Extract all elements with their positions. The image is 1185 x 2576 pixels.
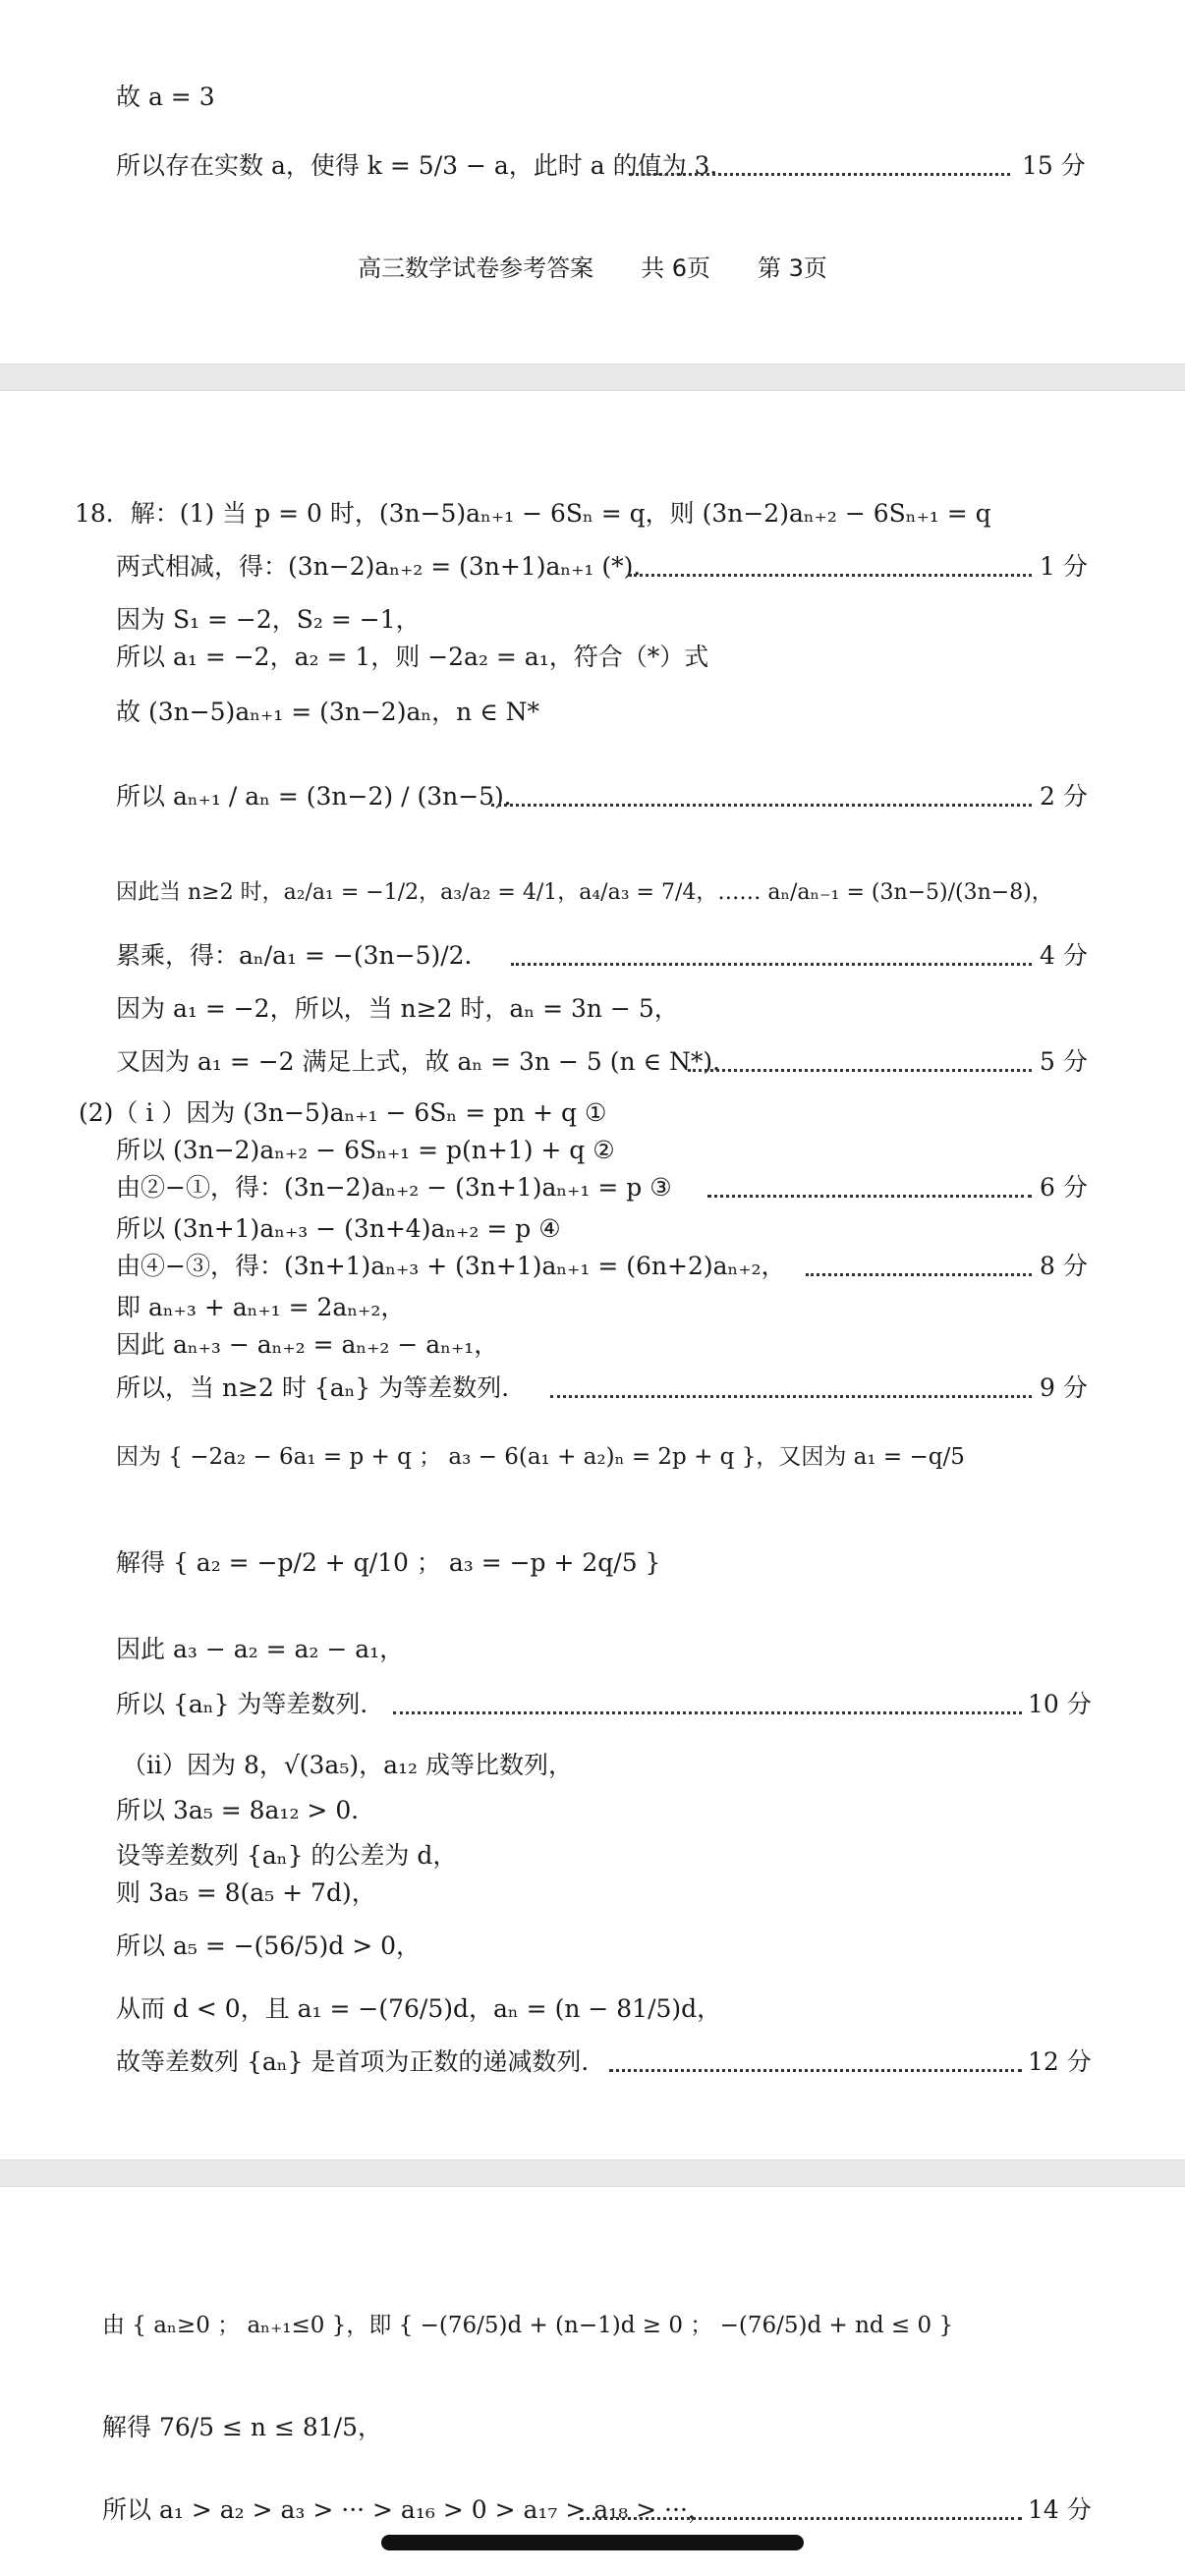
solution-line: 所以 a₅ = −(56/5)d > 0， bbox=[116, 1932, 422, 1960]
score-label: 5 分 bbox=[1040, 1047, 1088, 1076]
solution-line: 所以 (3n−2)aₙ₊₂ − 6Sₙ₊₁ = p(n+1) + q ② bbox=[116, 1136, 615, 1164]
score-label: 10 分 bbox=[1028, 1690, 1092, 1718]
solution-line: 从而 d < 0，且 a₁ = −(76/5)d，aₙ = (n − 81/5)d， bbox=[116, 1994, 722, 2023]
solution-line: 解得 76/5 ≤ n ≤ 81/5， bbox=[102, 2413, 383, 2441]
score-label: 6 分 bbox=[1040, 1173, 1088, 1202]
page-separator bbox=[0, 364, 1185, 391]
score-leader bbox=[629, 574, 1032, 577]
page-separator bbox=[0, 2159, 1185, 2187]
score-label: 2 分 bbox=[1040, 782, 1088, 811]
solution-line: 累乘，得：aₙ/a₁ = −(3n−5)/2． bbox=[116, 941, 489, 970]
solution-line: 由 { aₙ≥0 ； aₙ₊₁≤0 }，即 { −(76/5)d + (n−1)d ≥ 0 ； −(76/5)d + nd ≤ 0 } bbox=[102, 2313, 954, 2338]
answer-line: 所以存在实数 a，使得 k = 5/3 − a，此时 a 的值为 3． bbox=[116, 151, 735, 180]
solution-line: 则 3a₅ = 8(a₅ + 7d)， bbox=[116, 1878, 376, 1907]
solution-line: 即 aₙ₊₃ + aₙ₊₁ = 2aₙ₊₂， bbox=[116, 1293, 406, 1321]
score-leader bbox=[688, 1069, 1032, 1072]
home-indicator[interactable] bbox=[381, 2535, 804, 2550]
solution-line: 因此 a₃ − a₂ = a₂ − a₁， bbox=[116, 1635, 405, 1663]
solution-line: 所以 a₁ > a₂ > a₃ > ··· > a₁₆ > 0 > a₁₇ > a₁₈ > ···， bbox=[102, 2495, 712, 2524]
page-footer: 高三数学试卷参考答案 共 6页 第 3页 bbox=[358, 254, 827, 282]
page-middle bbox=[0, 391, 1185, 2159]
page-bottom bbox=[0, 2187, 1185, 2576]
score-leader bbox=[580, 2517, 1022, 2520]
solution-line: 由②−①，得：(3n−2)aₙ₊₂ − (3n+1)aₙ₊₁ = p ③ bbox=[116, 1173, 672, 1202]
score-label: 14 分 bbox=[1028, 2495, 1092, 2524]
solution-line: 故 (3n−5)aₙ₊₁ = (3n−2)aₙ，n ∈ N* bbox=[116, 698, 540, 726]
answer-line: 故 a = 3 bbox=[116, 83, 215, 111]
score-leader bbox=[550, 1395, 1032, 1398]
score-leader bbox=[491, 804, 1032, 807]
score-label: 12 分 bbox=[1028, 2047, 1092, 2076]
score-leader bbox=[511, 963, 1032, 966]
score-label: 1 分 bbox=[1040, 552, 1088, 581]
score-leader bbox=[629, 173, 1010, 176]
score-leader bbox=[707, 1195, 1032, 1198]
solution-line: 所以 (3n+1)aₙ₊₃ − (3n+4)aₙ₊₂ = p ④ bbox=[116, 1214, 561, 1243]
score-label: 15 分 bbox=[1022, 151, 1086, 180]
score-leader bbox=[806, 1273, 1032, 1276]
solution-line: 所以 aₙ₊₁ / aₙ = (3n−2) / (3n−5)． bbox=[116, 782, 529, 811]
solution-line: （ii）因为 8，√(3a₅)，a₁₂ 成等比数列， bbox=[122, 1751, 574, 1779]
solution-line: 由④−③，得：(3n+1)aₙ₊₃ + (3n+1)aₙ₊₁ = (6n+2)aₙ₊₂， bbox=[116, 1252, 786, 1280]
solution-line: (2)（ i ）因为 (3n−5)aₙ₊₁ − 6Sₙ = pn + q ① bbox=[79, 1098, 607, 1127]
solution-line: 解得 { a₂ = −p/2 + q/10 ； a₃ = −p + 2q/5 } bbox=[116, 1548, 661, 1577]
solution-line: 所以 a₁ = −2，a₂ = 1，则 −2a₂ = a₁，符合（*）式 bbox=[116, 643, 709, 671]
solution-line: 因此当 n≥2 时，a₂/a₁ = −1/2，a₃/a₂ = 4/1，a₄/a₃ = 7/4，…… aₙ/aₙ₋₁ = (3n−5)/(3n−8)， bbox=[116, 880, 1053, 905]
solution-line: 因为 a₁ = −2，所以，当 n≥2 时，aₙ = 3n − 5， bbox=[116, 994, 679, 1023]
solution-line: 故等差数列 {aₙ} 是首项为正数的递减数列． bbox=[116, 2047, 606, 2076]
solution-line: 因此 aₙ₊₃ − aₙ₊₂ = aₙ₊₂ − aₙ₊₁， bbox=[116, 1330, 499, 1359]
score-label: 8 分 bbox=[1040, 1252, 1088, 1280]
solution-line: 所以 {aₙ} 为等差数列． bbox=[116, 1690, 385, 1718]
solution-line: 两式相减，得：(3n−2)aₙ₊₂ = (3n+1)aₙ₊₁ (*)． bbox=[116, 552, 658, 581]
solution-line: 所以 3a₅ = 8a₁₂ > 0． bbox=[116, 1796, 376, 1824]
score-label: 4 分 bbox=[1040, 941, 1088, 970]
score-label: 9 分 bbox=[1040, 1373, 1088, 1402]
solution-line: 因为 { −2a₂ − 6a₁ = p + q ； a₃ − 6(a₁ + a₂)ₙ = 2p + q }，又因为 a₁ = −q/5 bbox=[116, 1444, 965, 1470]
solution-line: 18．解：(1) 当 p = 0 时，(3n−5)aₙ₊₁ − 6Sₙ = q，则 (3n−2)aₙ₊₂ − 6Sₙ₊₁ = q bbox=[75, 499, 991, 528]
score-leader bbox=[609, 2069, 1022, 2072]
solution-line: 所以，当 n≥2 时 {aₙ} 为等差数列． bbox=[116, 1373, 527, 1402]
page-top bbox=[0, 0, 1185, 364]
solution-line: 又因为 a₁ = −2 满足上式，故 aₙ = 3n − 5 (n ∈ N*)． bbox=[116, 1047, 738, 1076]
score-leader bbox=[393, 1711, 1022, 1714]
solution-line: 设等差数列 {aₙ} 的公差为 d， bbox=[116, 1841, 458, 1870]
solution-line: 因为 S₁ = −2，S₂ = −1， bbox=[116, 605, 421, 634]
